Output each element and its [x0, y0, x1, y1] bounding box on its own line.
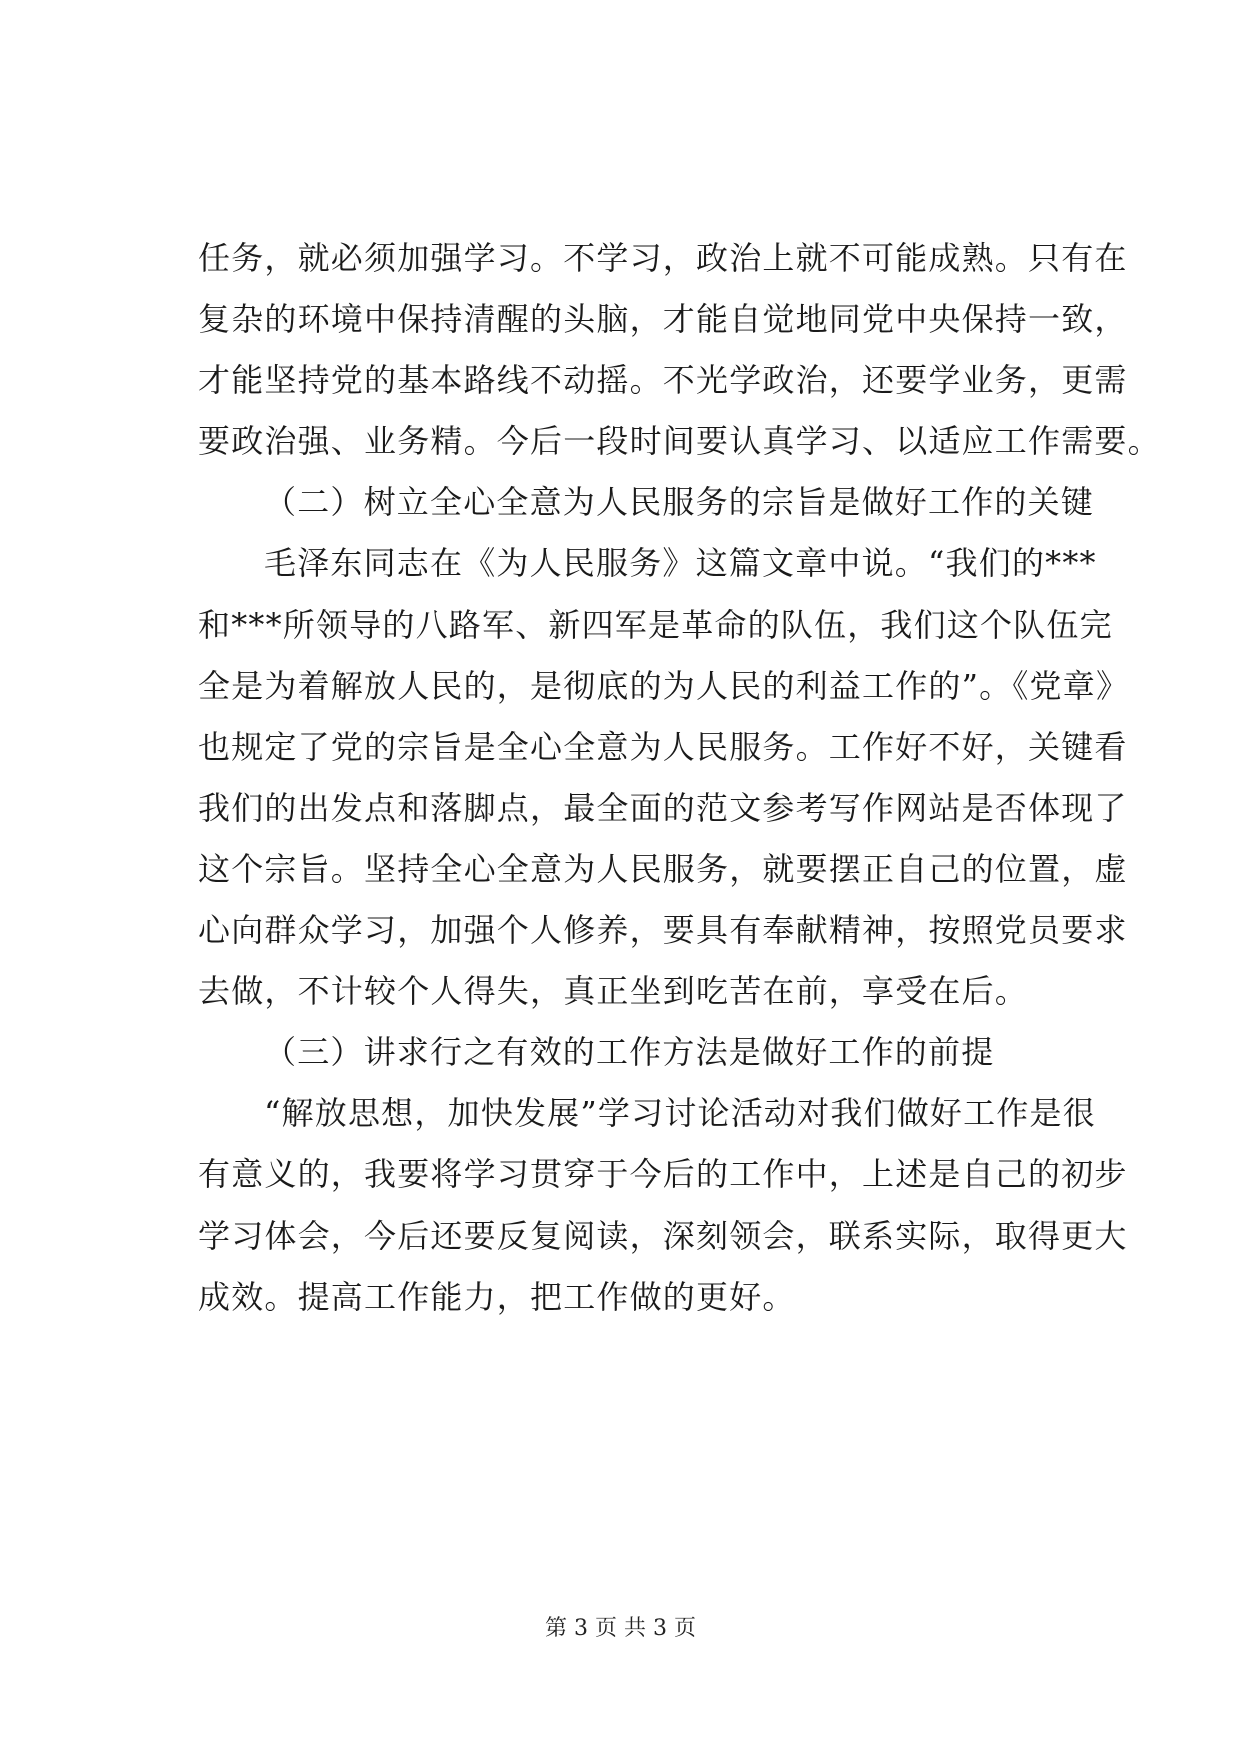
section-heading-3: （三）讲求行之有效的工作方法是做好工作的前提 [264, 1033, 995, 1072]
document-body [198, 228, 1161, 1328]
paragraph-line: 也规定了党的宗旨是全心全意为人民服务。工作好不好，关键看 [198, 727, 1128, 766]
paragraph-line: 有意义的，我要将学习贯穿于今后的工作中，上述是自己的初步 [198, 1155, 1128, 1194]
paragraph-line: 要政治强、业务精。今后一段时间要认真学习、以适应工作需要。 [198, 422, 1161, 461]
paragraph-line: 成效。提高工作能力，把工作做的更好。 [198, 1277, 796, 1316]
section-heading-2: （二）树立全心全意为人民服务的宗旨是做好工作的关键 [264, 483, 1095, 522]
page-footer: 第 3 页 共 3 页 [545, 1616, 696, 1641]
paragraph-line: 这个宗旨。坚持全心全意为人民服务，就要摆正自己的位置，虚 [198, 849, 1128, 888]
paragraph-line: 心向群众学习，加强个人修养，要具有奉献精神，按照党员要求 [198, 911, 1128, 950]
paragraph-line: 和***所领导的八路军、新四军是革命的队伍，我们这个队伍完 [198, 605, 1113, 644]
paragraph-line: 任务，就必须加强学习。不学习，政治上就不可能成熟。只有在 [198, 239, 1128, 277]
paragraph-line: 学习体会，今后还要反复阅读，深刻领会，联系实际，取得更大 [198, 1216, 1128, 1255]
paragraph-line: 复杂的环境中保持清醒的头脑，才能自觉地同党中央保持一致， [198, 300, 1128, 339]
paragraph-line: 我们的出发点和落脚点，最全面的范文参考写作网站是否体现了 [198, 788, 1128, 827]
paragraph-line: 才能坚持党的基本路线不动摇。不光学政治，还要学业务，更需 [198, 361, 1128, 400]
paragraph-line: 全是为着解放人民的，是彻底的为人民的利益工作的”。《党章》 [198, 666, 1130, 705]
paragraph-line: 毛泽东同志在《为人民服务》这篇文章中说。“我们的*** [264, 544, 1097, 583]
paragraph-line: “解放思想，加快发展”学习讨论活动对我们做好工作是很 [264, 1094, 1096, 1133]
paragraph-line: 去做，不计较个人得失，真正坐到吃苦在前，享受在后。 [198, 972, 1029, 1011]
